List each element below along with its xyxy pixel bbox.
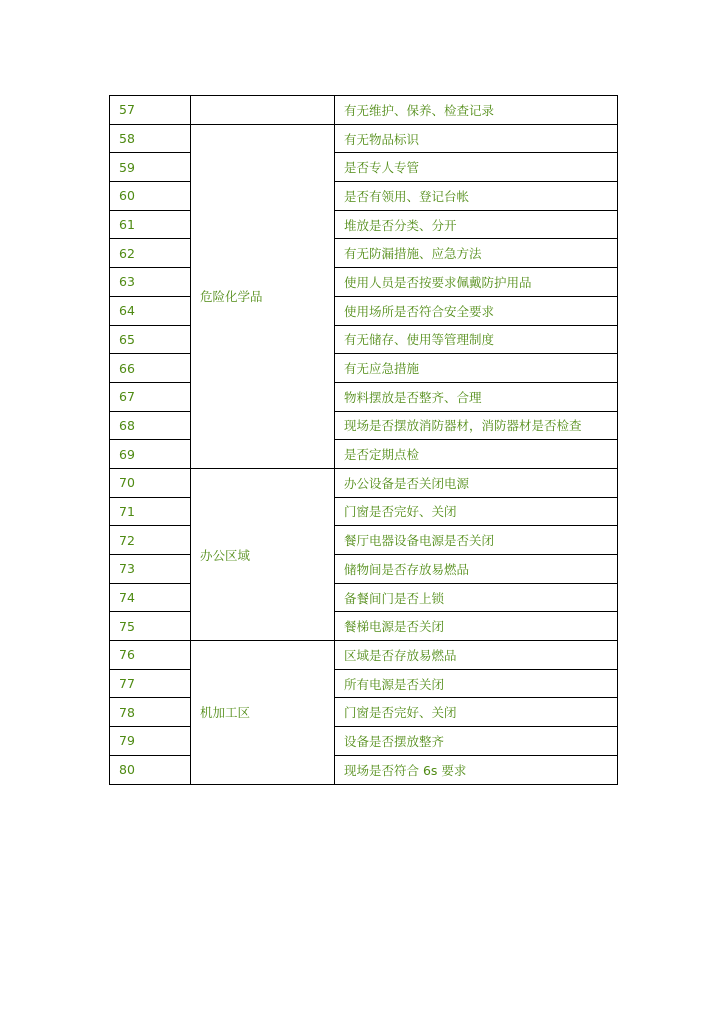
table-row	[110, 755, 618, 784]
row-number: 77	[110, 669, 191, 698]
check-item: 有无应急措施	[335, 354, 618, 383]
check-item: 门窗是否完好、关闭	[335, 497, 618, 526]
checklist-body	[110, 96, 618, 785]
check-item: 物料摆放是否整齐、合理	[335, 382, 618, 411]
row-number: 64	[110, 296, 191, 325]
check-item: 堆放是否分类、分开	[335, 210, 618, 239]
check-item: 是否有领用、登记台帐	[335, 182, 618, 211]
table-row	[110, 440, 618, 469]
row-number: 57	[110, 96, 191, 125]
check-item: 使用场所是否符合安全要求	[335, 296, 618, 325]
table-row	[110, 555, 618, 584]
check-item: 设备是否摆放整齐	[335, 727, 618, 756]
row-number: 71	[110, 497, 191, 526]
table-row	[110, 182, 618, 211]
row-number: 78	[110, 698, 191, 727]
table-row	[110, 468, 618, 497]
row-number: 80	[110, 755, 191, 784]
check-item: 餐厅电器设备电源是否关闭	[335, 526, 618, 555]
check-item: 餐梯电源是否关闭	[335, 612, 618, 641]
table-row	[110, 698, 618, 727]
table-row	[110, 382, 618, 411]
row-number: 58	[110, 124, 191, 153]
table-row	[110, 526, 618, 555]
check-item: 有无储存、使用等管理制度	[335, 325, 618, 354]
area-cell: 危险化学品	[191, 124, 335, 468]
table-row	[110, 727, 618, 756]
row-number: 61	[110, 210, 191, 239]
table-row	[110, 354, 618, 383]
check-item: 有无维护、保养、检查记录	[335, 96, 618, 125]
check-item: 储物间是否存放易燃品	[335, 555, 618, 584]
row-number: 69	[110, 440, 191, 469]
table-row	[110, 612, 618, 641]
row-number: 68	[110, 411, 191, 440]
row-number: 66	[110, 354, 191, 383]
check-item: 所有电源是否关闭	[335, 669, 618, 698]
table-row	[110, 583, 618, 612]
check-item: 有无物品标识	[335, 124, 618, 153]
check-item: 是否专人专管	[335, 153, 618, 182]
table-row	[110, 669, 618, 698]
check-item: 是否定期点检	[335, 440, 618, 469]
check-item: 现场是否摆放消防器材，消防器材是否检查	[335, 411, 618, 440]
area-cell: 办公区域	[191, 468, 335, 640]
row-number: 75	[110, 612, 191, 641]
check-item: 备餐间门是否上锁	[335, 583, 618, 612]
check-item: 有无防漏措施、应急方法	[335, 239, 618, 268]
area-cell: 机加工区	[191, 641, 335, 784]
check-item: 现场是否符合 6s 要求	[335, 755, 618, 784]
table-row	[110, 296, 618, 325]
table-row	[110, 268, 618, 297]
row-number: 59	[110, 153, 191, 182]
table-row	[110, 96, 618, 125]
row-number: 67	[110, 382, 191, 411]
row-number: 76	[110, 641, 191, 670]
table-row	[110, 641, 618, 670]
row-number: 72	[110, 526, 191, 555]
table-row	[110, 239, 618, 268]
table-row	[110, 210, 618, 239]
area-cell	[191, 96, 335, 125]
check-item: 区域是否存放易燃品	[335, 641, 618, 670]
row-number: 79	[110, 727, 191, 756]
check-item: 门窗是否完好、关闭	[335, 698, 618, 727]
row-number: 63	[110, 268, 191, 297]
row-number: 62	[110, 239, 191, 268]
row-number: 65	[110, 325, 191, 354]
check-item: 办公设备是否关闭电源	[335, 468, 618, 497]
row-number: 74	[110, 583, 191, 612]
table-row	[110, 325, 618, 354]
row-number: 70	[110, 468, 191, 497]
table-row	[110, 124, 618, 153]
check-item: 使用人员是否按要求佩戴防护用品	[335, 268, 618, 297]
table-row	[110, 153, 618, 182]
row-number: 60	[110, 182, 191, 211]
row-number: 73	[110, 555, 191, 584]
table-row	[110, 411, 618, 440]
table-row	[110, 497, 618, 526]
inspection-checklist-table	[109, 95, 618, 785]
